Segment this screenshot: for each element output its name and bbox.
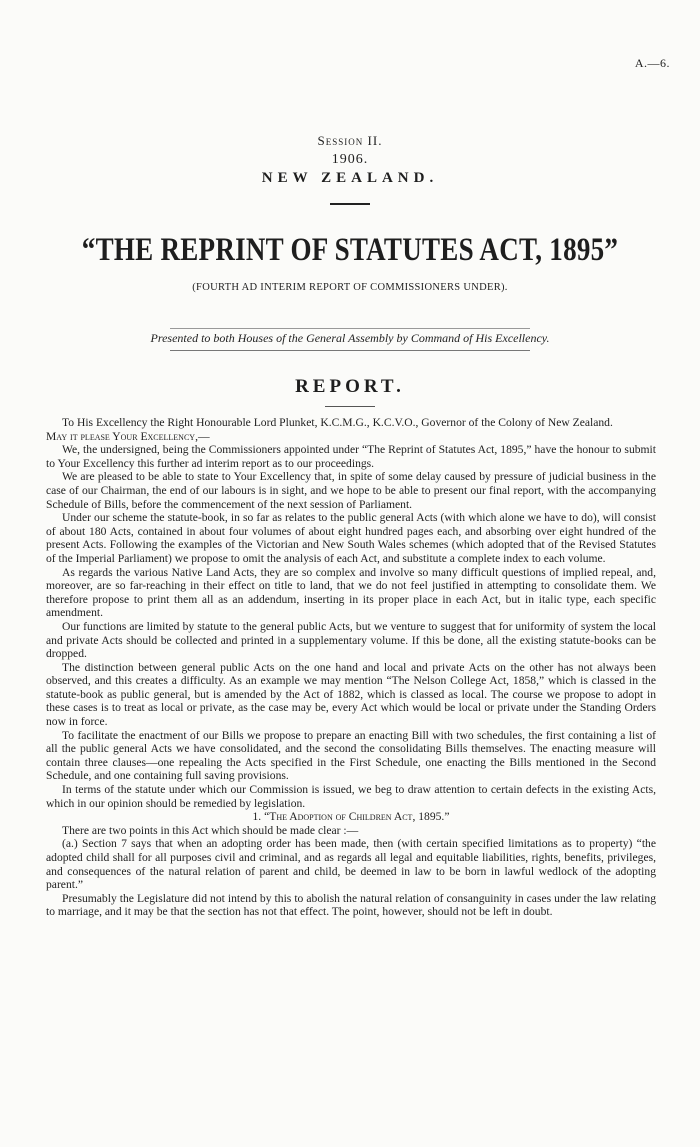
paragraph: In terms of the statute under which our Commission is issued, we beg to draw attention to certain defects in the existing Acts, which in our opinion should be remedied by legislation. xyxy=(46,783,656,810)
report-body xyxy=(46,416,656,919)
paragraph: (a.) Section 7 says that when an adopting order has been made, then (with certain specified limitations as to property) “the adopted child shall for all purposes civil and criminal, and as regards all legal and equitable liabilities, rights, benefits, privileges, and consequences of the natural relation of parent and child, be deemed in law to be born in lawful wedlock of the adopting parent.” xyxy=(46,837,656,892)
paragraph: We, the undersigned, being the Commissioners appointed under “The Reprint of Statutes Act, 1895,” have the honour to submit to Your Excellency this further ad interim report as to our proceedings. xyxy=(46,443,656,470)
divider xyxy=(330,203,370,205)
paragraph: Presumably the Legislature did not intend by this to abolish the natural relation of consanguinity in cases under the law relating to marriage, and it may be that the section has not that effect. The point, however, should not be left in doubt. xyxy=(46,891,656,919)
session-label: Session II. xyxy=(317,133,383,148)
document-subtitle: (FOURTH AD INTERIM REPORT OF COMMISSIONERS UNDER). xyxy=(192,282,508,293)
paragraph: As regards the various Native Land Acts, they are so complex and involve so many difficult questions of implied repeal, and, moreover, are so far-reaching in their effect on title to land, that we do not feel justified in attempting to consolidate them. We therefore propose to print them all as an addendum, inserting in its proper place in each Act, but in italic type, each specific amendment. xyxy=(46,565,656,620)
salutation: May it please Your Excellency,— xyxy=(46,429,210,443)
divider xyxy=(170,350,530,351)
year-label: 1906. xyxy=(331,152,369,167)
section-heading: 1. “The Adoption of Children Act, 1895.” xyxy=(252,810,450,824)
paragraph: The distinction between general public Acts on the one hand and local and private Acts on the other has not always been observed, and this creates a difficulty. As an example we may mention “The Nelson College Act, 1858,” which is classed in the statute-book as public general, but is amended by the Act of 1882, which is classed as local. The course we propose to adopt in these cases is to treat as local or private, as the case may be, every Act which would be local or private under the Standing Orders now in force. xyxy=(46,660,656,729)
paragraph: To facilitate the enactment of our Bills we propose to prepare an enacting Bill with two schedules, the first containing a list of all the public general Acts we have consolidated, and the second the consolidating Bills themselves. The enacting measure will contain three clauses—one repealing the Acts specified in the First Schedule, one enacting the Bills mentioned in the Second Schedule, and one containing full saving provisions. xyxy=(46,728,656,783)
paragraph: There are two points in this Act which should be made clear :— xyxy=(62,823,359,837)
country-label: NEW ZEALAND. xyxy=(261,170,439,186)
divider xyxy=(325,406,375,407)
document-title: “THE REPRINT OF STATUTES ACT, 1895” xyxy=(81,232,619,268)
divider xyxy=(170,328,530,329)
paragraph: Under our scheme the statute-book, in so far as relates to the public general Acts (with which alone we have to do), will consist of about 180 Acts, contained in about four volumes of about eight hundred pages each, and absorbing over eight hundred of the present Acts. Following the examples of the Victorian and New South Wales schemes (which adopted that of the Revised Statutes of the Imperial Parliament) we propose to omit the analysis of each Act, and substitute a complete index to each volume. xyxy=(46,511,656,565)
address-line: To His Excellency the Right Honourable Lord Plunket, K.C.M.G., K.C.V.O., Governor of the Colony of New Zealand. xyxy=(62,416,613,429)
page-reference: A.—6. xyxy=(634,56,670,70)
presented-line: Presented to both Houses of the General Assembly by Command of His Excellency. xyxy=(150,331,550,345)
report-heading: REPORT. xyxy=(295,376,405,397)
paragraph: We are pleased to be able to state to Your Excellency that, in spite of some delay caused by pressure of judicial business in the case of our Chairman, the end of our labours is in sight, and we hope to be able to present our final report, with the accompanying Schedule of Bills, before the commencement of the next session of Parliament. xyxy=(46,470,656,511)
paragraph: Our functions are limited by statute to the general public Acts, but we venture to suggest that for uniformity of system the local and private Acts should be collected and printed in a supplementary volume. If this be done, all the existing statute-books can be dropped. xyxy=(46,619,656,661)
